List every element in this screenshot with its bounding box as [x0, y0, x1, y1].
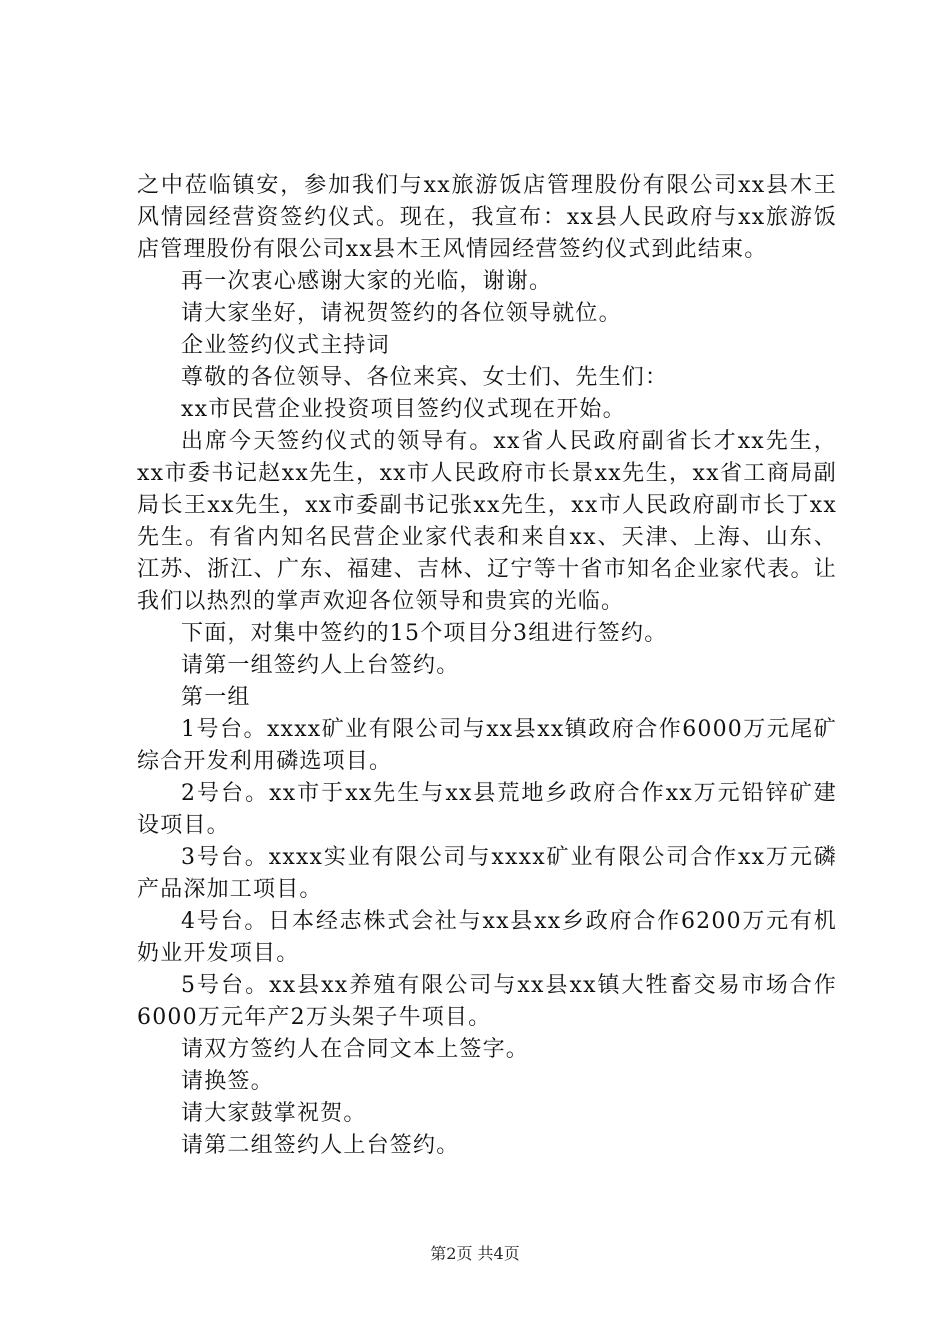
paragraph-group1-invite: 请第一组签约人上台签约。: [181, 653, 460, 678]
table-item-4: 4号台。日本经志株式会社与xx县xx乡政府合作6200万元有机奶业开发项目。: [137, 909, 837, 966]
paragraph-sign: 请双方签约人在合同文本上签字。: [181, 1037, 530, 1062]
paragraph-applause: 请大家鼓掌祝贺。: [181, 1101, 367, 1126]
paragraph-2: 再一次衷心感谢大家的光临，谢谢。: [181, 269, 553, 294]
table-item-3: 3号台。xxxx实业有限公司与xxxx矿业有限公司合作xx万元磷产品深加工项目。: [137, 845, 837, 902]
page-footer: 第2页 共4页: [430, 1244, 520, 1263]
paragraph-group2-invite: 请第二组签约人上台签约。: [181, 1133, 460, 1158]
paragraph-opening: xx市民营企业投资项目签约仪式现在开始。: [181, 397, 626, 422]
table-item-5: 5号台。xx县xx养殖有限公司与xx县xx镇大牲畜交易市场合作6000万元年产2万头架子牛项目。: [137, 973, 837, 1030]
paragraph-3: 请大家坐好，请祝贺签约的各位领导就位。: [181, 301, 622, 326]
document-body: [137, 170, 837, 1162]
salutation: 尊敬的各位领导、各位来宾、女士们、先生们：: [181, 365, 669, 390]
table-item-1: 1号台。xxxx矿业有限公司与xx县xx镇政府合作6000万元尾矿综合开发利用磷选项目。: [137, 717, 837, 774]
table-item-2: 2号台。xx市于xx先生与xx县荒地乡政府合作xx万元铅锌矿建设项目。: [137, 781, 837, 838]
paragraph-attendees: 出席今天签约仪式的领导有。xx省人民政府副省长才xx先生，xx市委书记赵xx先生，xx市人民政府市长景xx先生，xx省工商局副局长王xx先生，xx市委副书记张xx先生，xx市人民政府副市长丁xx先生。有省内知名民营企业家代表和来自xx、天津、上海、山东、江苏、浙江、广东、福建、吉林、辽宁等十省市知名企业家代表。让我们以热烈的掌声欢迎各位领导和贵宾的光临。: [137, 429, 837, 614]
group-heading: 第一组: [181, 685, 251, 710]
paragraph-1: 之中莅临镇安，参加我们与xx旅游饭店管理股份有限公司xx县木王风情园经营资签约仪式。现在，我宣布：xx县人民政府与xx旅游饭店管理股份有限公司xx县木王风情园经营签约仪式到此结束。: [137, 173, 837, 262]
section-heading: 企业签约仪式主持词: [181, 333, 390, 358]
paragraph-project-groups: 下面，对集中签约的15个项目分3组进行签约。: [181, 621, 668, 646]
paragraph-exchange: 请换签。: [181, 1069, 274, 1094]
